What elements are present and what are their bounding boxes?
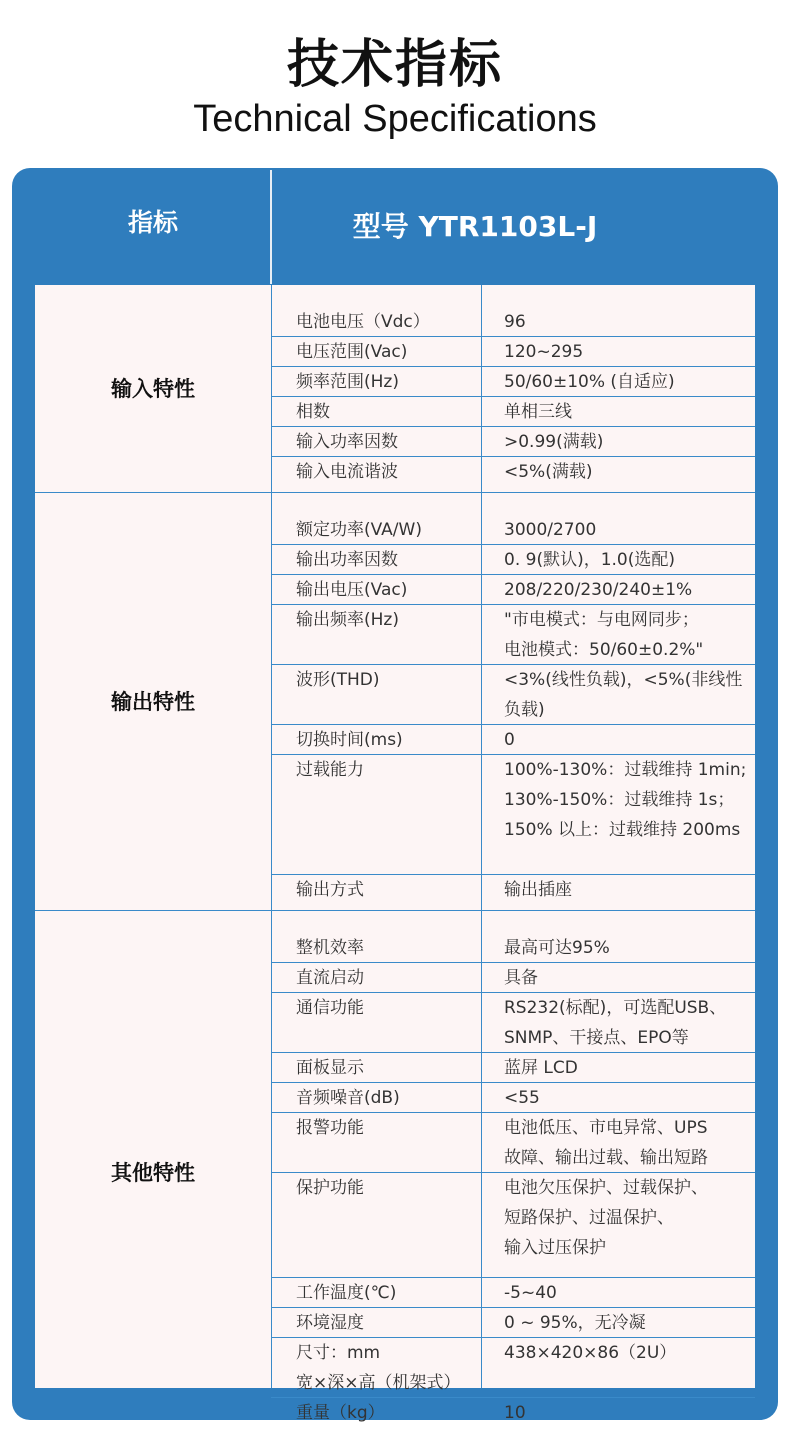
spec-value: 150% 以上：过载维持 200ms [504,820,741,840]
spec-value: 电池欠压保护、过载保护、 [504,1178,708,1198]
spec-value: 208/220/230/240±1% [504,580,693,600]
spec-value: 130%-150%：过载维持 1s； [504,790,735,810]
spec-value: <55 [504,1088,540,1108]
spec-label: 环境湿度 [296,1313,364,1333]
spec-value: <3%(线性负载)，<5%(非线性 [504,670,743,690]
spec-label: 面板显示 [296,1058,364,1078]
spec-label: 保护功能 [296,1178,364,1198]
spec-value: 0. 9(默认)，1.0(选配) [504,550,676,570]
group-label: 输出特性 [111,690,195,714]
spec-value: 最高可达95% [504,938,610,958]
spec-value: 0 [504,730,515,750]
spec-value: 蓝屏 LCD [504,1058,578,1078]
spec-label: 波形(THD) [296,670,380,690]
spec-label: 电池电压（Vdc） [296,312,430,332]
page-title: 技术指标 [286,35,503,95]
header-indicator: 指标 [127,208,178,237]
spec-value: 负载) [504,700,545,720]
spec-label: 尺寸：mm [296,1343,381,1363]
spec-label: 音频噪音(dB) [296,1088,400,1108]
spec-label: 输出方式 [296,880,364,900]
group-divider [35,492,755,493]
spec-label: 整机效率 [296,938,364,958]
spec-value: 电池模式：50/60±0.2%" [504,640,704,660]
spec-label: 过载能力 [296,760,364,780]
column-divider [271,285,272,1388]
spec-label: 报警功能 [296,1118,364,1138]
spec-label: 输入功率因数 [296,432,398,452]
spec-label: 直流启动 [296,968,364,988]
spec-label: 工作温度(℃) [296,1283,397,1303]
column-divider [481,285,482,1388]
spec-value: 438×420×86（2U） [504,1343,677,1363]
spec-label: 输出频率(Hz) [296,610,399,630]
spec-value: -5~40 [504,1283,557,1303]
spec-value: 输入过压保护 [504,1238,606,1258]
spec-value: 故障、输出过载、输出短路 [504,1148,708,1168]
spec-value: 10 [504,1403,526,1423]
group-label: 输入特性 [111,377,195,401]
spec-value: SNMP、干接点、EPO等 [504,1028,689,1048]
spec-label: 宽×深×高（机架式） [296,1373,461,1393]
spec-label: 输入电流谐波 [296,462,398,482]
spec-value: <5%(满载) [504,462,593,482]
spec-value: 120~295 [504,342,584,362]
spec-value: 50/60±10% (自适应) [504,372,675,392]
spec-value: 短路保护、过温保护、 [504,1208,674,1228]
spec-value: "市电模式：与电网同步； [504,610,699,630]
spec-value: RS232(标配)，可选配USB、 [504,998,727,1018]
spec-label: 输出功率因数 [296,550,398,570]
spec-value: 具备 [504,968,538,988]
spec-label: 电压范围(Vac) [296,342,408,362]
spec-value: 0 ~ 95%，无冷凝 [504,1313,646,1333]
spec-value: 输出插座 [504,880,572,900]
spec-label: 重量（kg） [296,1403,385,1423]
spec-label: 频率范围(Hz) [296,372,399,392]
spec-value: >0.99(满载) [504,432,604,452]
header-model: 型号 YTR1103L-J [352,210,598,243]
spec-value: 电池低压、市电异常、UPS [504,1118,708,1138]
spec-value: 96 [504,312,526,332]
group-label: 其他特性 [111,1160,195,1185]
spec-label: 切换时间(ms) [296,730,403,750]
spec-value: 3000/2700 [504,520,597,540]
spec-label: 输出电压(Vac) [296,580,408,600]
spec-table [35,285,755,1423]
spec-label: 额定功率(VA/W) [296,520,422,540]
spec-label: 相数 [296,402,330,422]
spec-label: 通信功能 [296,998,364,1018]
spec-value: 100%-130%：过载维持 1min; [504,760,747,780]
page-subtitle: Technical Specifications [193,98,597,140]
group-divider [35,910,755,911]
spec-value: 单相三线 [504,402,572,422]
